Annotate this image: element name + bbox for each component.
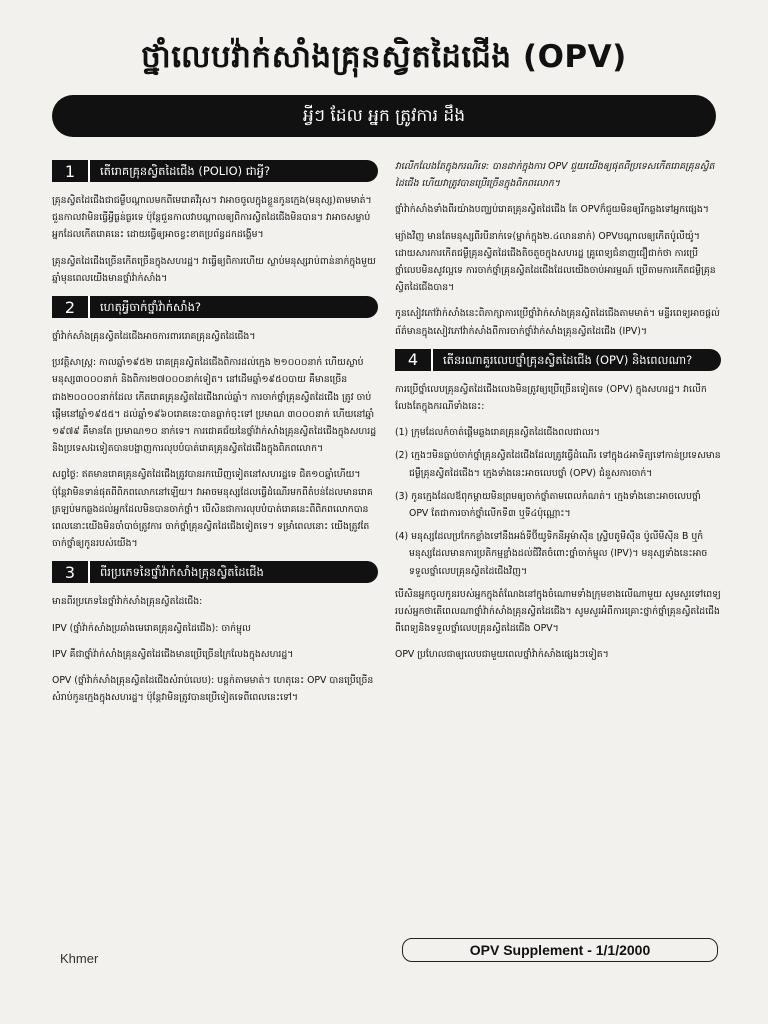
list-item: (3) កូនក្មេងដែលឪពុកម្ដាយមិនព្រមឲ្យចាក់ថ្នាំតាមពេលកំណត់។ ក្មេងទាំងនោះអាចលេបថ្នាំ OPV តែជាការចាក់ថ្នាំលើកទី៣ ឬទី៤ប៉ុណ្ណោះ។ [395, 490, 701, 520]
paragraph: ម្យ៉ាងវិញ មានតែមនុស្សពីរបីនាក់ទេ(ម្នាក់ក្នុង២.៤លាននាក់) OPVបណ្ដាលឲ្យកើតប៉ូលីយ៉ូ។ ដោយសារការកើតជម្ងឺគ្រុនស្វិតដៃជើងតិចតួចក្នុងសហរដ្ឋ គ្រូពេទ្យជំនាញជឿជាក់ថា ការប្រើថ្នាំលេបមិនសូវល្អទេ ការចាក់ថ្នាំគ្រុនស្វិតដៃជើងដែលយើងចាប់អារម្មណ៍ ប្រើតាមការកើតជម្ងឺគ្រុនស្វិតដៃជើងបាន។ [395, 230, 716, 294]
right-column [395, 158, 721, 673]
header-banner: អ្វីៗ ដែល អ្នក ត្រូវការ ដឹង [52, 95, 716, 137]
page-title: ថ្នាំលេបវ៉ាក់សាំងគ្រុនស្វិតដៃជើង (OPV) [141, 39, 627, 75]
supplement-label: OPV Supplement - 1/1/2000 [402, 938, 718, 962]
left-column [52, 160, 378, 715]
paragraph: វាលើកលែងតែក្នុងករណីទេ: បានដាក់ក្នុងការ OPV ជួយយើងឲ្យផុតពីប្រទេសកើតរោគគ្រុនស្វិតដៃជើង ហើយវាត្រូវបានប្រើច្រើនក្នុងពិភពលោក។ [395, 161, 715, 190]
list-item: (4) មនុស្សដែលប្រកែកខ្លាំងទៅនឹងអង់ទីប៊ីយូទិកនីអូម៉ាស៊ីន ស្ទ្រិបតូមីស៊ីន ប៉ូលីមីស៊ីន B ឬកំមនុស្សដែលមានការប្រតិកម្មខ្លាំងដល់ជីវិតចំពោះថ្នាំចាក់ម្ជុល (IPV)។ មនុស្សទាំងនេះអាចទទួលថ្នាំលេបគ្រុនស្វិតដៃជើងវិញ។ [395, 531, 708, 577]
paragraph: ការប្រើថ្នាំលេបគ្រុនស្វិតដៃជើងលេងមិនត្រូវឲ្យប្រើច្រើនទៀតទេ (OPV) ក្នុងសហរដ្ឋ។ វាលើកលែងតែក្នុងករណីទាំងនេះ: [395, 383, 707, 413]
paragraph: បើសិនអ្នកចូលកូនរបស់អ្នកក្នុងតំណែងនៅក្នុងចំណោមទាំងក្រុមខាងលើណាមួយ សូមសួរទៅពេទ្យរបស់អ្នកថាតើពេលណាថ្នាំវ៉ាក់សាំងគ្រុនស្វិតដៃជើង។ សូមសួរអំពីការគ្រោះថ្នាក់ថ្នាំគ្រុនស្វិតដៃជើង ពីពេទ្យនិងទទួលថ្នាំលេបគ្រុនស្វិតដៃជើង OPV។ [395, 588, 721, 635]
section-number: 2 [52, 296, 90, 318]
paragraph: ថ្នាំវ៉ាក់សាំងគ្រុនស្វិតដៃជើងអាចការពាររោគគ្រុនស្វិតដៃជើង។ [52, 331, 256, 343]
paragraph: កូនសៀវភៅវ៉ាក់សាំងនេះពិភាក្សាការប្រើថ្នាំវ៉ាក់សាំងគ្រុនស្វិតដៃជើងតាមមាត់។ មន្ទីរពេទ្យអាចផ្ដល់ព័ត៌មានក្នុងសៀវភៅវ៉ាក់សាំងពីការចាក់ថ្នាំវ៉ាក់សាំងគ្រុនស្វិតដៃជើង (IPV)។ [395, 308, 720, 337]
section-4-header [395, 349, 721, 371]
section-heading: តើនរណាគួរលេបថ្នាំគ្រុនស្វិតដៃជើង (OPV) និងពេលណា? [443, 352, 693, 367]
paragraph: សព្វថ្ងៃ: ឥតមានរោគគ្រុនស្វិតដៃជើងត្រូវបានរកឃើញទៀតនៅសហរដ្ឋទេ ជិត១០ឆ្នាំហើយ។ ប៉ុន្តែវាមិនទាន់ផុតពីពិភពលោកនៅឡើយ។ វាអាចមនុស្សដែលធ្វើដំណើរមកពីតំបន់ដែលមានរោគ ត្រឡប់មកឆ្លងដល់អ្នកដែលមិនបានចាក់ថ្នាំ។ បើសិនជាការលុបបំបាត់រោគនេះពីពិភពលោកបាន ពេលនោះយើងមិនចាំបាច់ត្រូវការ ចាក់ថ្នាំគ្រុនស្វិតដៃជើងទៀតទេ។ ទម្រាំពេលនោះ យើងត្រូវតែចាក់ថ្នាំឲ្យកូនរបស់យើង។ [52, 469, 373, 550]
section-heading: ពីរប្រភេទនៃថ្នាំវ៉ាក់សាំងគ្រុនស្វិតដៃជើង [100, 565, 264, 580]
paragraph: មានពីរប្រភេទនៃថ្នាំវ៉ាក់សាំងគ្រុនស្វិតដៃជើង: [52, 596, 203, 608]
section-heading: ហេតុអ្វីចាក់ថ្នាំវ៉ាក់សាំង? [100, 300, 202, 315]
paragraph: ថ្នាំវ៉ាក់សាំងទាំងពីរយ៉ាងបញ្ឈប់រោគគ្រុនស្វិតដៃជើង តែ OPVក៏ជួយមិនឲ្យរីកឆ្លងទៅអ្នកផ្សេង។ [395, 204, 709, 216]
section-number: 1 [52, 160, 90, 182]
paragraph: គ្រុនស្វិតដៃជើងជាជម្ងឺបណ្ដាលមកពីមេរោគវីរុស។ វាអាចចូលក្នុងខ្លួនកូនក្មេង(មនុស្ស)តាមមាត់។ ជួនកាលវាមិនធ្វើអ្វីធ្ងន់ធ្ងរទេ ប៉ុន្តែជួនកាលវាបណ្ដាលឲ្យពិការស្វិតដៃជើងមិនបាន។ វាអាចសម្លាប់អ្នកដែលកើតរោគនេះ ដោយធ្វើឲ្យអាចខ្វះខាតប្រព័ន្ធដកដង្ហើម។ [52, 195, 372, 241]
paragraph: គ្រុនស្វិតដៃជើងច្រើនកើតច្រើនក្នុងសហរដ្ឋ។ វាធ្វើឲ្យពិការហើយ ស្លាប់មនុស្សរាប់ពាន់នាក់ក្នុងមួយឆ្នាំមុនពេលយើងមានថ្នាំវ៉ាក់សាំង។ [52, 255, 376, 284]
language-label: Khmer [60, 951, 99, 966]
paragraph: IPV (ថ្នាំវ៉ាក់សាំងប្រឆាំងមេរោគគ្រុនស្វិតដៃជើង): ចាក់ម្ជុល [52, 622, 251, 634]
paragraph: OPV (ថ្នាំវ៉ាក់សាំងគ្រុនស្វិតដៃជើងសំរាប់លេប): បន្តក់តាមមាត់។ ហេតុនេះ OPV បានប្រើច្រើនសំរាប់កូនក្មេងក្នុងសហរដ្ឋ។ ប៉ុន្តែវាមិនត្រូវបានប្រើទៀតទេពីពេលនេះទៅ។ [52, 675, 374, 704]
list-item: (1) ក្រុមដែលកំចាត់ផ្ដើមឆ្លងរោគគ្រុនស្វិតដៃជើងពលជាលរ។ [395, 427, 600, 439]
section-3-header [52, 561, 378, 583]
section-2-header [52, 296, 378, 318]
paragraph: OPV ប្រហែលជាឲ្យលេបជាមួយពេលថ្នាំវ៉ាក់សាំងផ្សេងៗទៀត។ [395, 649, 609, 661]
section-number: 3 [52, 561, 90, 583]
paragraph: IPV គឺជាថ្នាំវ៉ាក់សាំងគ្រុនស្វិតដៃជើងមានប្រើច្រើនក្រៃលែងក្នុងសហរដ្ឋ។ [52, 648, 294, 660]
section-number: 4 [395, 349, 433, 371]
section-1-header [52, 160, 378, 182]
section-heading: តើរោគគ្រុនស្វិតដៃជើង (POLIO) ជាអ្វី? [100, 164, 271, 178]
paragraph: ប្រវត្តិសាស្ត្រ: កាលឆ្នាំ១៩៥២ រោគគ្រុនស្វិតដៃជើងពិការដល់ក្មេង ២១០០០នាក់ ហើយស្លាប់មនុស្ស៣០០០នាក់ និងពិការ២៧០០០នាក់ទៀត។ នៅដើមឆ្នាំ១៩៥០បាយ គឺមានច្រើន ជាង២០០០០នាក់ដែល កើតរោគគ្រុនស្វិតដៃជើងរាល់ឆ្នាំ។ ការចាក់ថ្នាំគ្រុនស្វិតដៃជើង ត្រូវ ចាប់ផ្ដើមនៅឆ្នាំ១៩៥៥។ ដល់ឆ្នាំ១៩៦០រោគនេះបានធ្លាក់ចុះទៅ ប្រមាណ ៣០០០នាក់ ហើយនៅឆ្នាំ ១៩៧៩ គឺមានតែ ប្រមាណ១០ នាក់ទេ។ ការជោគជ័យនៃថ្នាំវ៉ាក់សាំងគ្រុនស្វិតដៃជើងក្នុងសហរដ្ឋ និងប្រទេសឯទៀតបានបង្ហាញការលុបបំបាត់រោគគ្រុនស្វិតដៃជើងក្នុងពិភពលោក។ [52, 357, 377, 455]
list-item: (2) ក្មេងៗមិនធ្លាប់ចាក់ថ្នាំគ្រុនស្វិតដៃជើងដែលត្រូវធ្វើដំណើរ ទៅក្នុង៤អាទិត្យទៅកាន់ប្រទេសមានជម្ងឺគ្រុនស្វិតដៃជើង។ ក្មេងទាំងនេះអាចលេបថ្នាំ (OPV) ជំនួសការចាក់។ [395, 450, 721, 479]
